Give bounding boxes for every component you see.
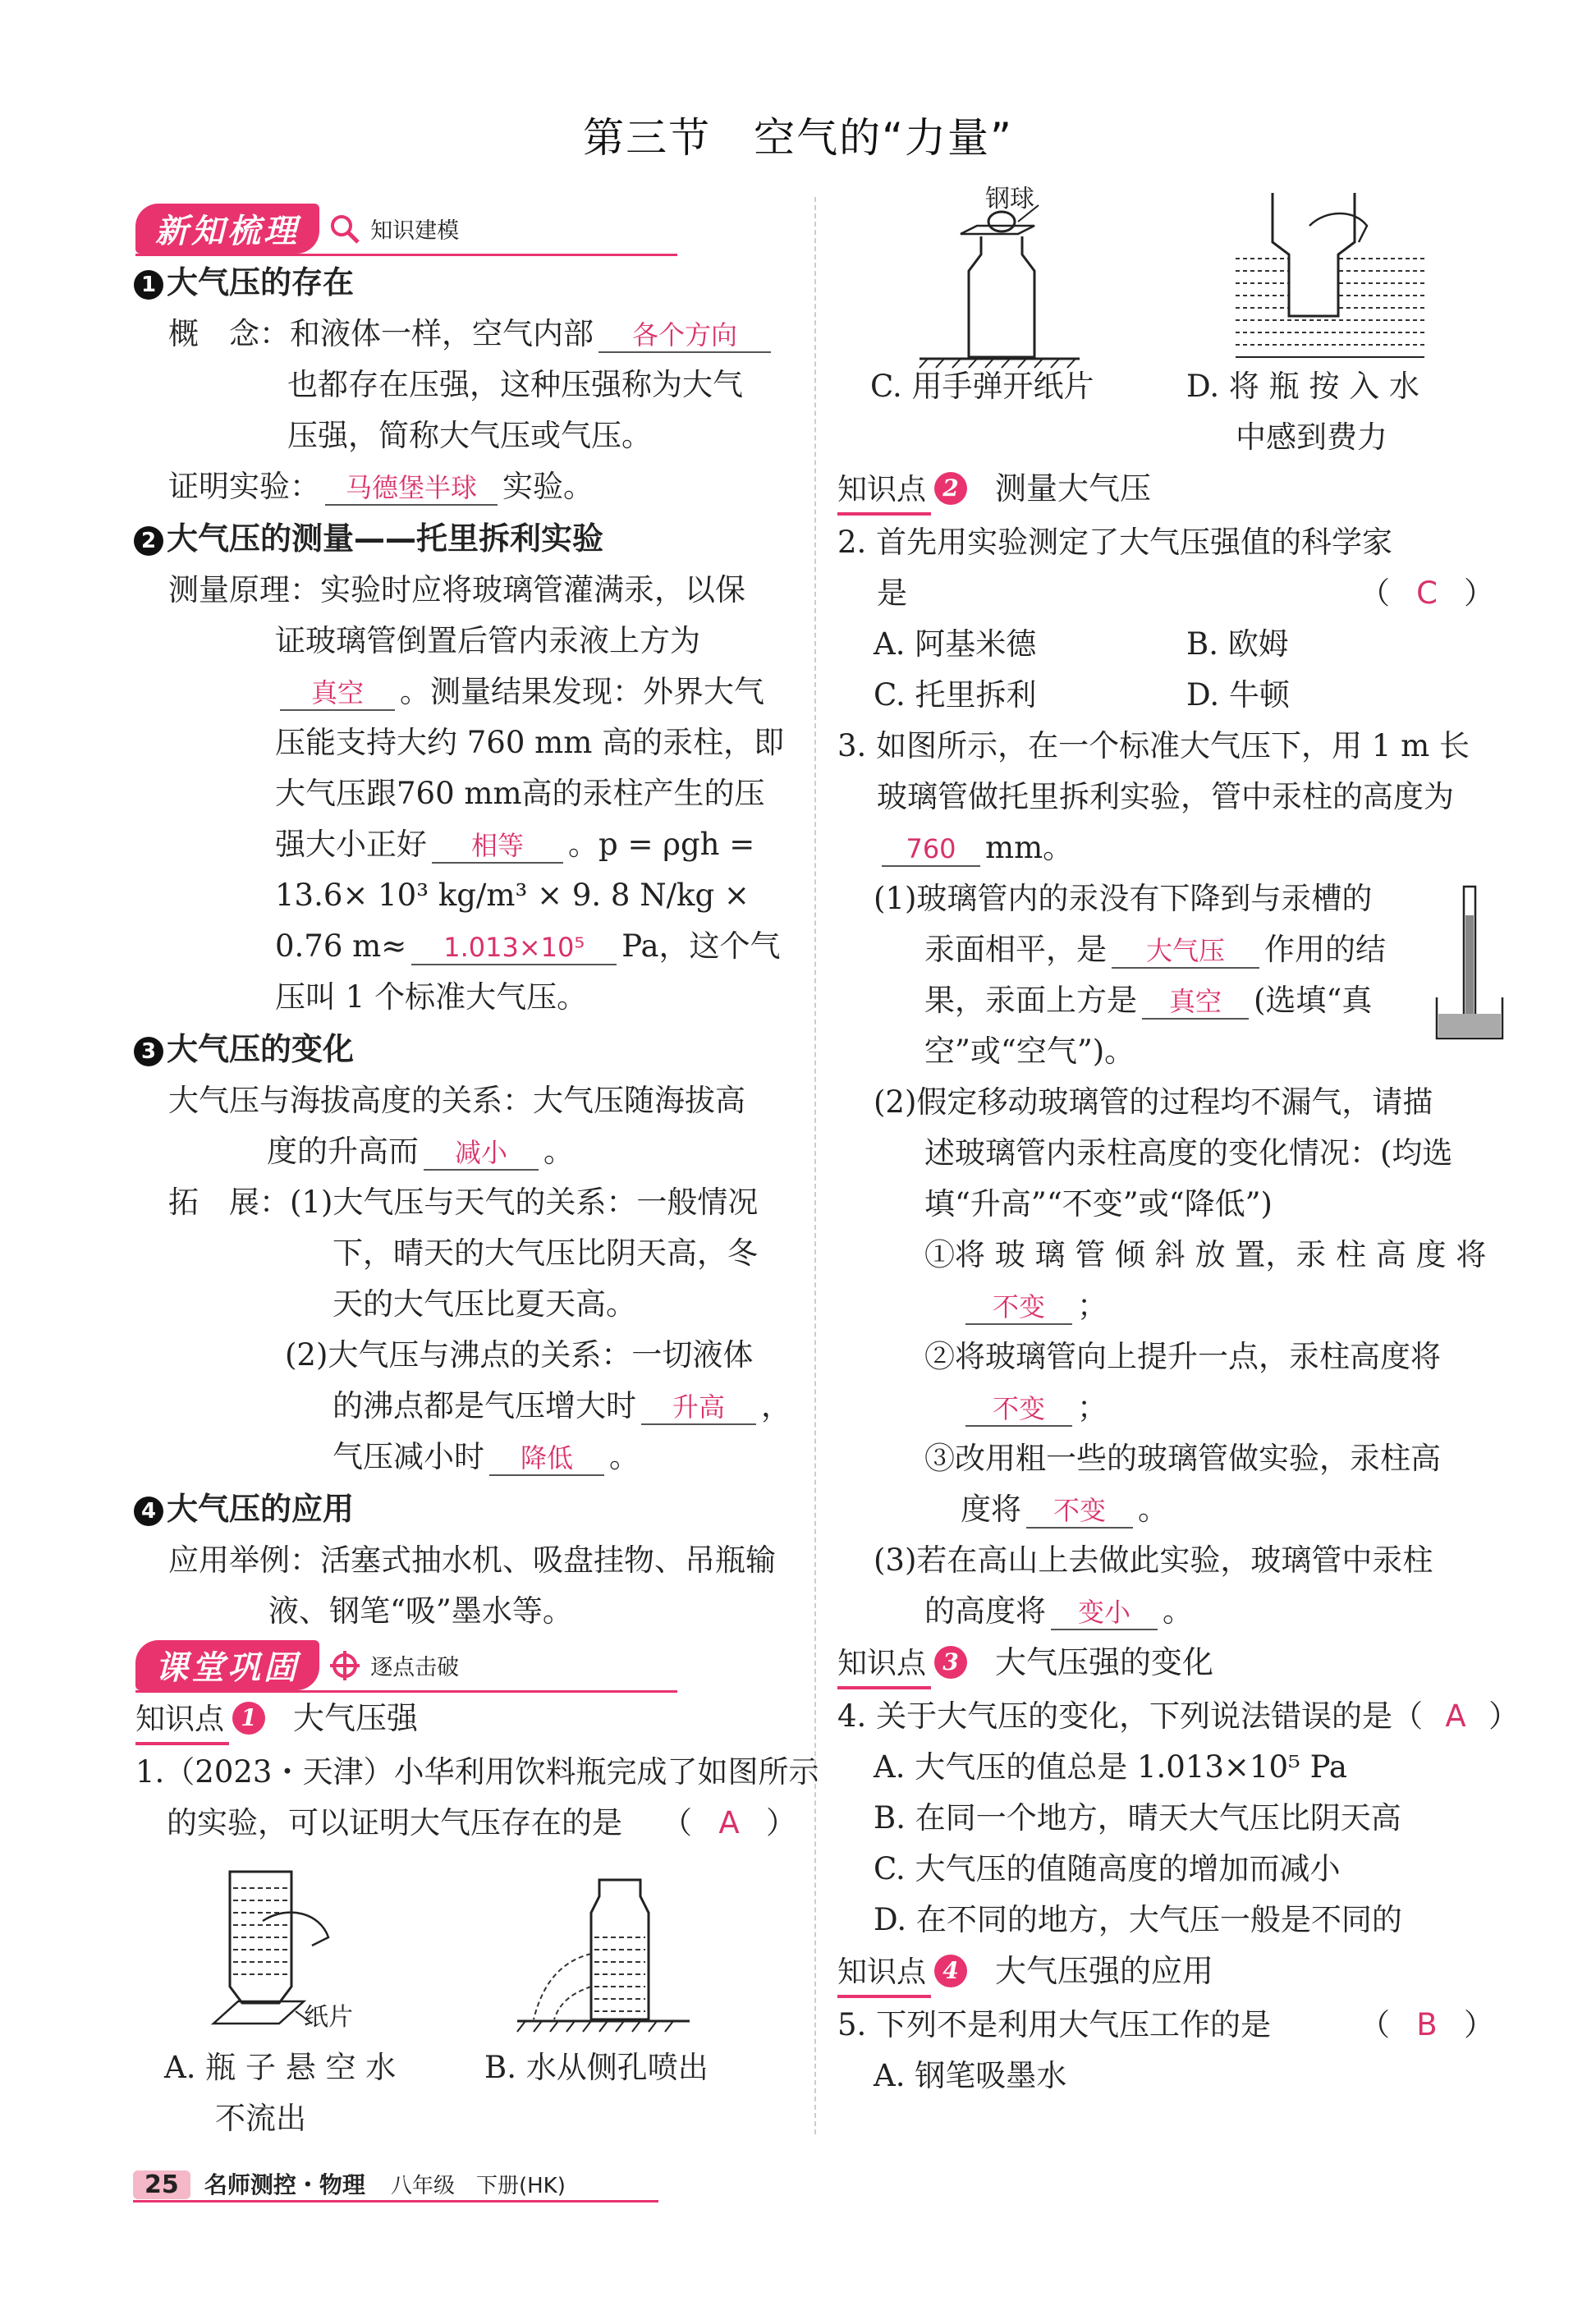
section-4-heading: 4 大气压的应用 — [134, 1483, 796, 1535]
q2-options-1 — [837, 619, 1494, 670]
answer-blank: 各个方向 — [598, 319, 771, 353]
section-1-heading: 1 大气压的存在 — [134, 256, 796, 309]
banner-sub: 逐点击破 — [370, 1655, 460, 1680]
footer-series: 名师测控・物理 — [204, 2171, 365, 2198]
page-footer — [133, 2167, 708, 2203]
figure-c-steel-ball — [903, 189, 1092, 369]
q3-s3-answer-line: 度将 不变 。 — [961, 1492, 1168, 1527]
section-number: 2 — [134, 526, 163, 556]
banner-tag: 新知梳理 — [135, 204, 319, 254]
figure-d-press-bottle — [1223, 193, 1437, 365]
section-2-heading: 2 大气压的测量——托里拆利实验 — [134, 512, 796, 565]
q3-s1-answer-line: 不变 ； — [837, 1281, 1494, 1332]
answer-blank: 不变 — [1026, 1494, 1133, 1529]
q3-p2-line-1: (2)假定移动玻璃管的过程均不漏气，请描 — [874, 1084, 1433, 1120]
page-number: 25 — [133, 2170, 190, 2199]
knowledge-point-4: 知识点 4 大气压强的应用 — [837, 1946, 1494, 2000]
q4-option-a: A. 大气压的值总是 1.013×10⁵ Pa — [874, 1749, 1347, 1785]
section-number: 3 — [134, 1037, 163, 1066]
altitude-line-2: 度的升高而 减小 。 — [267, 1134, 574, 1169]
banner-class-consolidation — [135, 1640, 677, 1693]
q3-s3-line: ③改用粗一些的玻璃管做实验，汞柱高 — [924, 1441, 1441, 1476]
magnifier-icon — [328, 213, 361, 245]
q3-p1-line-1: (1)玻璃管内的汞没有下降到与汞槽的 — [874, 881, 1373, 916]
answer-blank: 相等 — [432, 829, 563, 864]
q2-option-c: C. 托里拆利 — [874, 677, 1037, 713]
q3-p1-line-4: 空”或“空气”)。 — [924, 1034, 1135, 1069]
principle-line-6: 强大小正好 相等 。p = ρgh = — [275, 827, 755, 862]
q5-line-1: 5. 下列不是利用大气压工作的是 （ B ） — [837, 2000, 1494, 2051]
right-column — [837, 361, 1520, 2102]
figure-a-caption-2: 不流出 — [215, 2101, 306, 2136]
kp-number: 4 — [934, 1955, 967, 1987]
paper-label: 纸片 — [304, 2003, 353, 2032]
q3-p3-line-1: (3)若在高山上去做此实验，玻璃管中汞柱 — [874, 1542, 1433, 1578]
application-line-2: 液、钢笔“吸”墨水等。 — [268, 1593, 573, 1629]
footer-grade: 八年级 下册(HK) — [390, 2174, 566, 2198]
target-icon — [328, 1649, 361, 1682]
knowledge-point-3: 知识点 3 大气压强的变化 — [837, 1637, 1494, 1691]
kp-number: 3 — [934, 1646, 967, 1679]
principle-line-1: 测量原理：实验时应将玻璃管灌满汞，以保 — [168, 572, 745, 607]
q3-p2-line-3: 填“升高”“不变”或“降低”) — [924, 1186, 1273, 1222]
figure-b-side-holes — [509, 1872, 698, 2036]
banner-new-knowledge — [135, 204, 677, 256]
answer-blank: 不变 — [965, 1392, 1072, 1427]
footer-rule — [133, 2200, 658, 2202]
principle-line-8: 0.76 m≈ 1.013×10⁵ Pa，这个气 — [275, 928, 781, 964]
q2-options-2 — [837, 670, 1494, 721]
kp-number: 1 — [232, 1702, 265, 1735]
answer-blank: 变小 — [1051, 1596, 1158, 1630]
extension-line-5: 的沸点都是气压增大时 升高 ， — [332, 1388, 791, 1423]
left-column — [135, 204, 819, 1849]
principle-line-5: 大气压跟760 mm高的汞柱产生的压 — [275, 776, 765, 811]
principle-line-9: 压叫 1 个标准大气压。 — [275, 979, 588, 1015]
q2-option-d: D. 牛顿 — [1186, 677, 1290, 713]
concept-line-2: 也都存在压强，这种压强称为大气 — [287, 367, 743, 402]
answer-blank: 升高 — [641, 1391, 756, 1425]
q3-s1-line: ①将 玻 璃 管 倾 斜 放 置，汞 柱 高 度 将 — [924, 1237, 1487, 1272]
answer-blank: 马德堡半球 — [325, 471, 498, 506]
q3-line-2: 玻璃管做托里拆利实验，管中汞柱的高度为 — [877, 779, 1454, 814]
proof-line: 证明实验： 马德堡半球 实验。 — [168, 469, 594, 504]
extension-line-3: 天的大气压比夏天高。 — [332, 1286, 636, 1322]
q2-option-b: B. 欧姆 — [1186, 626, 1289, 662]
knowledge-point-1: 知识点 1 大气压强 — [135, 1693, 796, 1747]
concept-line-1: 概 念：和液体一样，空气内部 各个方向 — [135, 309, 796, 360]
extension-line-1: 拓 展：(1)大气压与天气的关系：一般情况 — [168, 1185, 759, 1220]
figure-c-caption: C. 用手弹开纸片 — [870, 369, 1094, 404]
kp-number: 2 — [934, 472, 967, 505]
section-3-heading: 3 大气压的变化 — [134, 1023, 796, 1075]
principle-line-3: 真空 。测量结果发现：外界大气 — [135, 667, 796, 717]
figure-cd-captions-2 — [837, 412, 1494, 463]
principle-line-4: 压能支持大约 760 mm 高的汞柱，即 — [275, 725, 785, 760]
figure-torricelli-tube — [1433, 882, 1507, 1047]
figure-cd-captions-1 — [837, 361, 1494, 412]
figure-a-caption-1: A. 瓶 子 悬 空 水 — [164, 2050, 397, 2085]
q3-p1-line-3: 果，汞面上方是 真空 (选填“真 — [924, 983, 1373, 1018]
answer-blank: 1.013×10⁵ — [411, 931, 617, 965]
q4-option-b: B. 在同一个地方，晴天大气压比阴天高 — [874, 1800, 1401, 1836]
knowledge-point-2: 知识点 2 测量大气压 — [837, 463, 1494, 517]
q2-option-a: A. 阿基米德 — [874, 626, 1037, 662]
answer-blank: 真空 — [1142, 985, 1249, 1020]
answer-blank: 不变 — [965, 1290, 1072, 1325]
q3-s2-answer-line: 不变 ； — [837, 1382, 1494, 1433]
figure-d-caption-1: D. 将 瓶 按 入 水 — [1186, 369, 1419, 404]
answer-blank: 降低 — [489, 1442, 604, 1476]
answer-blank: 真空 — [280, 676, 395, 711]
figure-a-bottle-paper — [205, 1863, 386, 2036]
q3-line-3: 760 mm。 — [837, 823, 1494, 873]
section-number: 1 — [134, 270, 163, 300]
q4-line-1: 4. 关于大气压的变化，下列说法错误的是（ A ） — [837, 1691, 1494, 1742]
q1-line-2: 的实验，可以证明大气压存在的是 （ A ） — [135, 1798, 796, 1849]
q3-p2-line-2: 述玻璃管内汞柱高度的变化情况：(均选 — [924, 1135, 1453, 1171]
banner-sub: 知识建模 — [370, 218, 460, 244]
q2-answer: C — [1416, 575, 1438, 611]
q4-option-c: C. 大气压的值随高度的增加而减小 — [874, 1851, 1341, 1886]
application-line-1: 应用举例：活塞式抽水机、吸盘挂物、吊瓶输 — [168, 1542, 776, 1578]
q3-p3-line-2: 的高度将 变小 。 — [924, 1593, 1193, 1629]
steel-ball-label: 钢球 — [985, 185, 1034, 213]
section-number: 4 — [134, 1497, 163, 1526]
figure-d-caption-2: 中感到费力 — [1236, 419, 1387, 455]
answer-blank: 大气压 — [1112, 934, 1259, 969]
extension-line-6: 气压减小时 降低 。 — [332, 1439, 640, 1474]
q2-line-1: 2. 首先用实验测定了大气压强值的科学家 — [837, 525, 1393, 560]
banner-tag: 课堂巩固 — [135, 1640, 319, 1690]
altitude-line-1: 大气压与海拔高度的关系：大气压随海拔高 — [168, 1083, 745, 1118]
q3-p1-line-2: 汞面相平，是 大气压 作用的结 — [924, 932, 1386, 967]
q4-answer: A — [1445, 1698, 1466, 1734]
extension-line-4: (2)大气压与沸点的关系：一切液体 — [285, 1337, 754, 1373]
q4-option-d: D. 在不同的地方，大气压一般是不同的 — [874, 1902, 1402, 1937]
q1-line-1: 1.（2023・天津）小华利用饮料瓶完成了如图所示 — [135, 1754, 819, 1790]
answer-blank: 减小 — [424, 1136, 539, 1171]
q5-answer: B — [1416, 2007, 1438, 2042]
principle-line-7: 13.6× 10³ kg/m³ × 9. 8 N/kg × — [275, 878, 750, 913]
q3-s2-line: ②将玻璃管向上提升一点，汞柱高度将 — [924, 1339, 1441, 1374]
figure-b-caption: B. 水从侧孔喷出 — [484, 2050, 709, 2085]
q1-answer: A — [718, 1805, 740, 1840]
q2-line-2: 是 （ C ） — [837, 568, 1494, 619]
concept-line-3: 压强，简称大气压或气压。 — [287, 418, 652, 453]
q3-line-1: 3. 如图所示，在一个标准大气压下，用 1 m 长 — [837, 728, 1470, 763]
page-title: 第三节 空气的“力量” — [583, 114, 1013, 162]
column-divider — [814, 197, 816, 2134]
extension-line-2: 下，晴天的大气压比阴天高，冬 — [332, 1235, 758, 1271]
answer-blank: 760 — [882, 832, 980, 867]
banner-rule — [135, 254, 677, 256]
q5-option-a: A. 钢笔吸墨水 — [874, 2058, 1067, 2093]
principle-line-2: 证玻璃管倒置后管内汞液上方为 — [275, 623, 700, 658]
